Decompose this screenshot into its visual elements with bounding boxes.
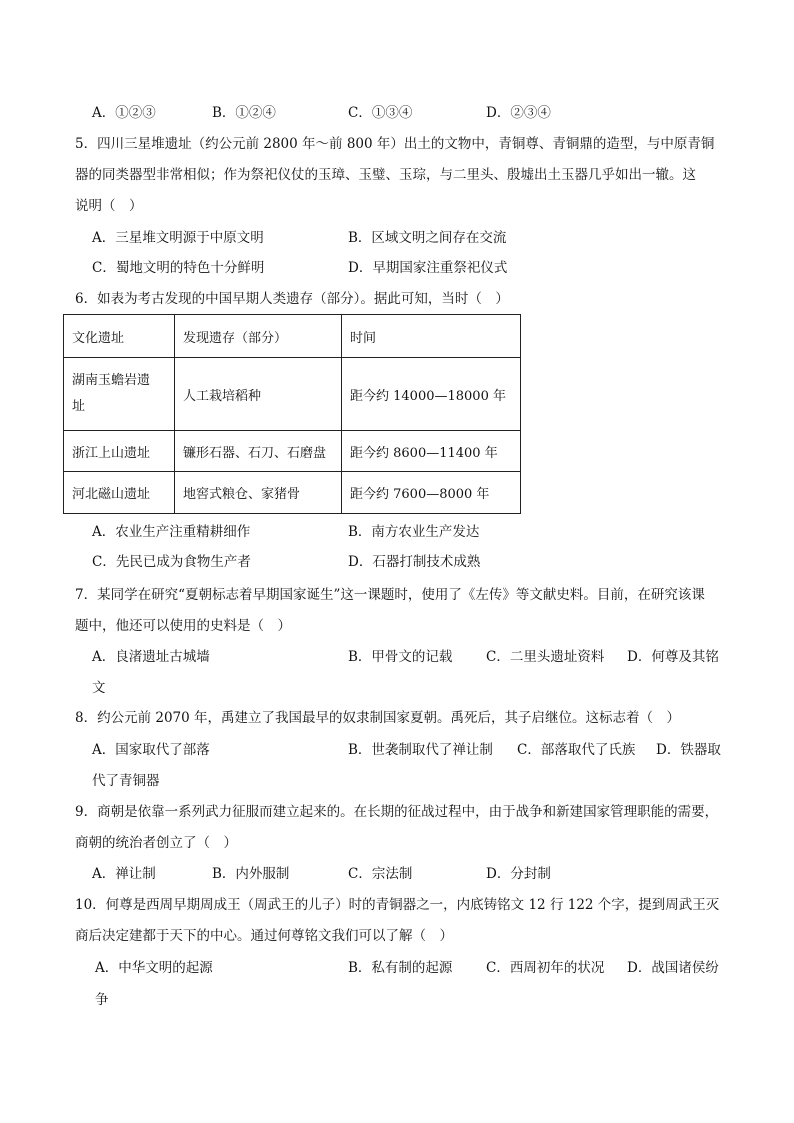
table-row — [64, 472, 521, 514]
q6-option-d: D．石器打制技术成熟 — [348, 554, 481, 570]
q5-option-d: D．早期国家注重祭祀仪式 — [348, 260, 508, 276]
q9-option-b: B．内外服制 — [212, 866, 290, 882]
q5-option-b: B．区域文明之间存在交流 — [348, 230, 507, 246]
q9-option-a: A．禅让制 — [92, 866, 156, 882]
table-cell-site — [64, 358, 175, 431]
site-name-part1: 湖南玉蟾岩遗 — [72, 373, 151, 388]
site-name-part2: 址 — [72, 399, 86, 414]
q4-option-c: C．①③④ — [348, 105, 413, 121]
q10-option-d-wrap: 争 — [95, 992, 109, 1008]
table-cell-time: 距今约 7600—8000 年 — [342, 472, 521, 514]
q5-option-c: C．蜀地文明的特色十分鲜明 — [92, 260, 265, 276]
q5-stem-line1: 5．四川三星堆遗址（约公元前 2800 年～前 800 年）出土的文物中，青铜尊、青铜鼎的造型，与中原青铜 — [75, 136, 715, 152]
q6-option-b: B．南方农业生产发达 — [348, 524, 480, 540]
table-row — [64, 431, 521, 472]
q8-option-d-wrap: 代了青铜器 — [92, 773, 160, 789]
q10-option-a: A．中华文明的起源 — [95, 960, 213, 976]
q10-stem-line1: 10．何尊是西周早期周成王（周武王的儿子）时的青铜器之一，内底铸铭文 12 行 122 个字，提到周武王灭 — [75, 897, 720, 913]
q4-option-d: D．②③④ — [486, 105, 551, 121]
table-header-site: 文化遗址 — [64, 315, 175, 358]
q10-stem-line2: 商后决定建都于天下的中心。通过何尊铭文我们可以了解（ ） — [75, 928, 453, 944]
q7-option-c: C．二里头遗址资料 — [486, 649, 605, 665]
table-header-remains: 发现遗存（部分） — [175, 315, 342, 358]
q9-stem-line2: 商朝的统治者创立了（ ） — [75, 835, 237, 851]
q10-option-c: C．西周初年的状况 — [486, 960, 605, 976]
q8-option-c: C．部落取代了氏族 — [517, 742, 636, 758]
q9-option-c: C．宗法制 — [348, 866, 413, 882]
q6-option-c: C．先民已成为食物生产者 — [92, 554, 251, 570]
table-cell-remains: 镰形石器、石刀、石磨盘 — [175, 431, 342, 472]
q6-stem: 6．如表为考古发现的中国早期人类遗存（部分）。据此可知，当时（ ） — [75, 291, 509, 307]
table-cell-remains: 人工栽培稻种 — [175, 358, 342, 431]
table-cell-site: 河北磁山遗址 — [64, 472, 175, 514]
table-header-time: 时间 — [342, 315, 521, 358]
q7-option-a: A．良渚遗址古城墙 — [92, 649, 210, 665]
q10-option-d: D．战国诸侯纷 — [627, 960, 719, 976]
q7-stem-line1: 7．某同学在研究“夏朝标志着早期国家诞生”这一课题时，使用了《左传》等文献史料。目前，在研究该课 — [75, 587, 705, 603]
q8-stem: 8．约公元前 2070 年，禹建立了我国最早的奴隶制国家夏朝。禹死后，其子启继位。这标志着（ ） — [75, 710, 681, 726]
q4-option-b: B．①②④ — [212, 105, 276, 121]
q6-table — [63, 314, 521, 514]
q8-option-b: B．世袭制取代了禅让制 — [348, 742, 493, 758]
q7-option-d: D．何尊及其铭 — [627, 649, 719, 665]
q10-option-b: B．私有制的起源 — [348, 960, 453, 976]
q5-stem-line3: 说明（ ） — [75, 198, 143, 214]
q8-option-a: A．国家取代了部落 — [92, 742, 210, 758]
table-cell-site: 浙江上山遗址 — [64, 431, 175, 472]
q5-stem-line2: 器的同类器型非常相似；作为祭祀仪仗的玉璋、玉璧、玉琮，与二里头、殷墟出土玉器几乎如出一辙。这 — [75, 167, 696, 183]
q7-stem-line2: 题中，他还可以使用的史料是（ ） — [75, 618, 291, 634]
q6-option-a: A．农业生产注重精耕细作 — [92, 524, 251, 540]
q4-option-a: A．①②③ — [92, 105, 156, 121]
table-row — [64, 358, 521, 431]
q7-option-b: B．甲骨文的记载 — [348, 649, 453, 665]
q9-stem-line1: 9．商朝是依靠一系列武力征服而建立起来的。在长期的征战过程中，由于战争和新建国家管理职能的需要， — [75, 804, 719, 820]
q9-option-d: D．分封制 — [486, 866, 551, 882]
table-cell-remains: 地窖式粮仓、家猪骨 — [175, 472, 342, 514]
q8-option-d: D．铁器取 — [656, 742, 721, 758]
table-cell-time: 距今约 14000—18000 年 — [342, 358, 521, 431]
table-cell-time: 距今约 8600—11400 年 — [342, 431, 521, 472]
q7-option-d-wrap: 文 — [92, 680, 106, 696]
q5-option-a: A．三星堆文明源于中原文明 — [92, 230, 264, 246]
